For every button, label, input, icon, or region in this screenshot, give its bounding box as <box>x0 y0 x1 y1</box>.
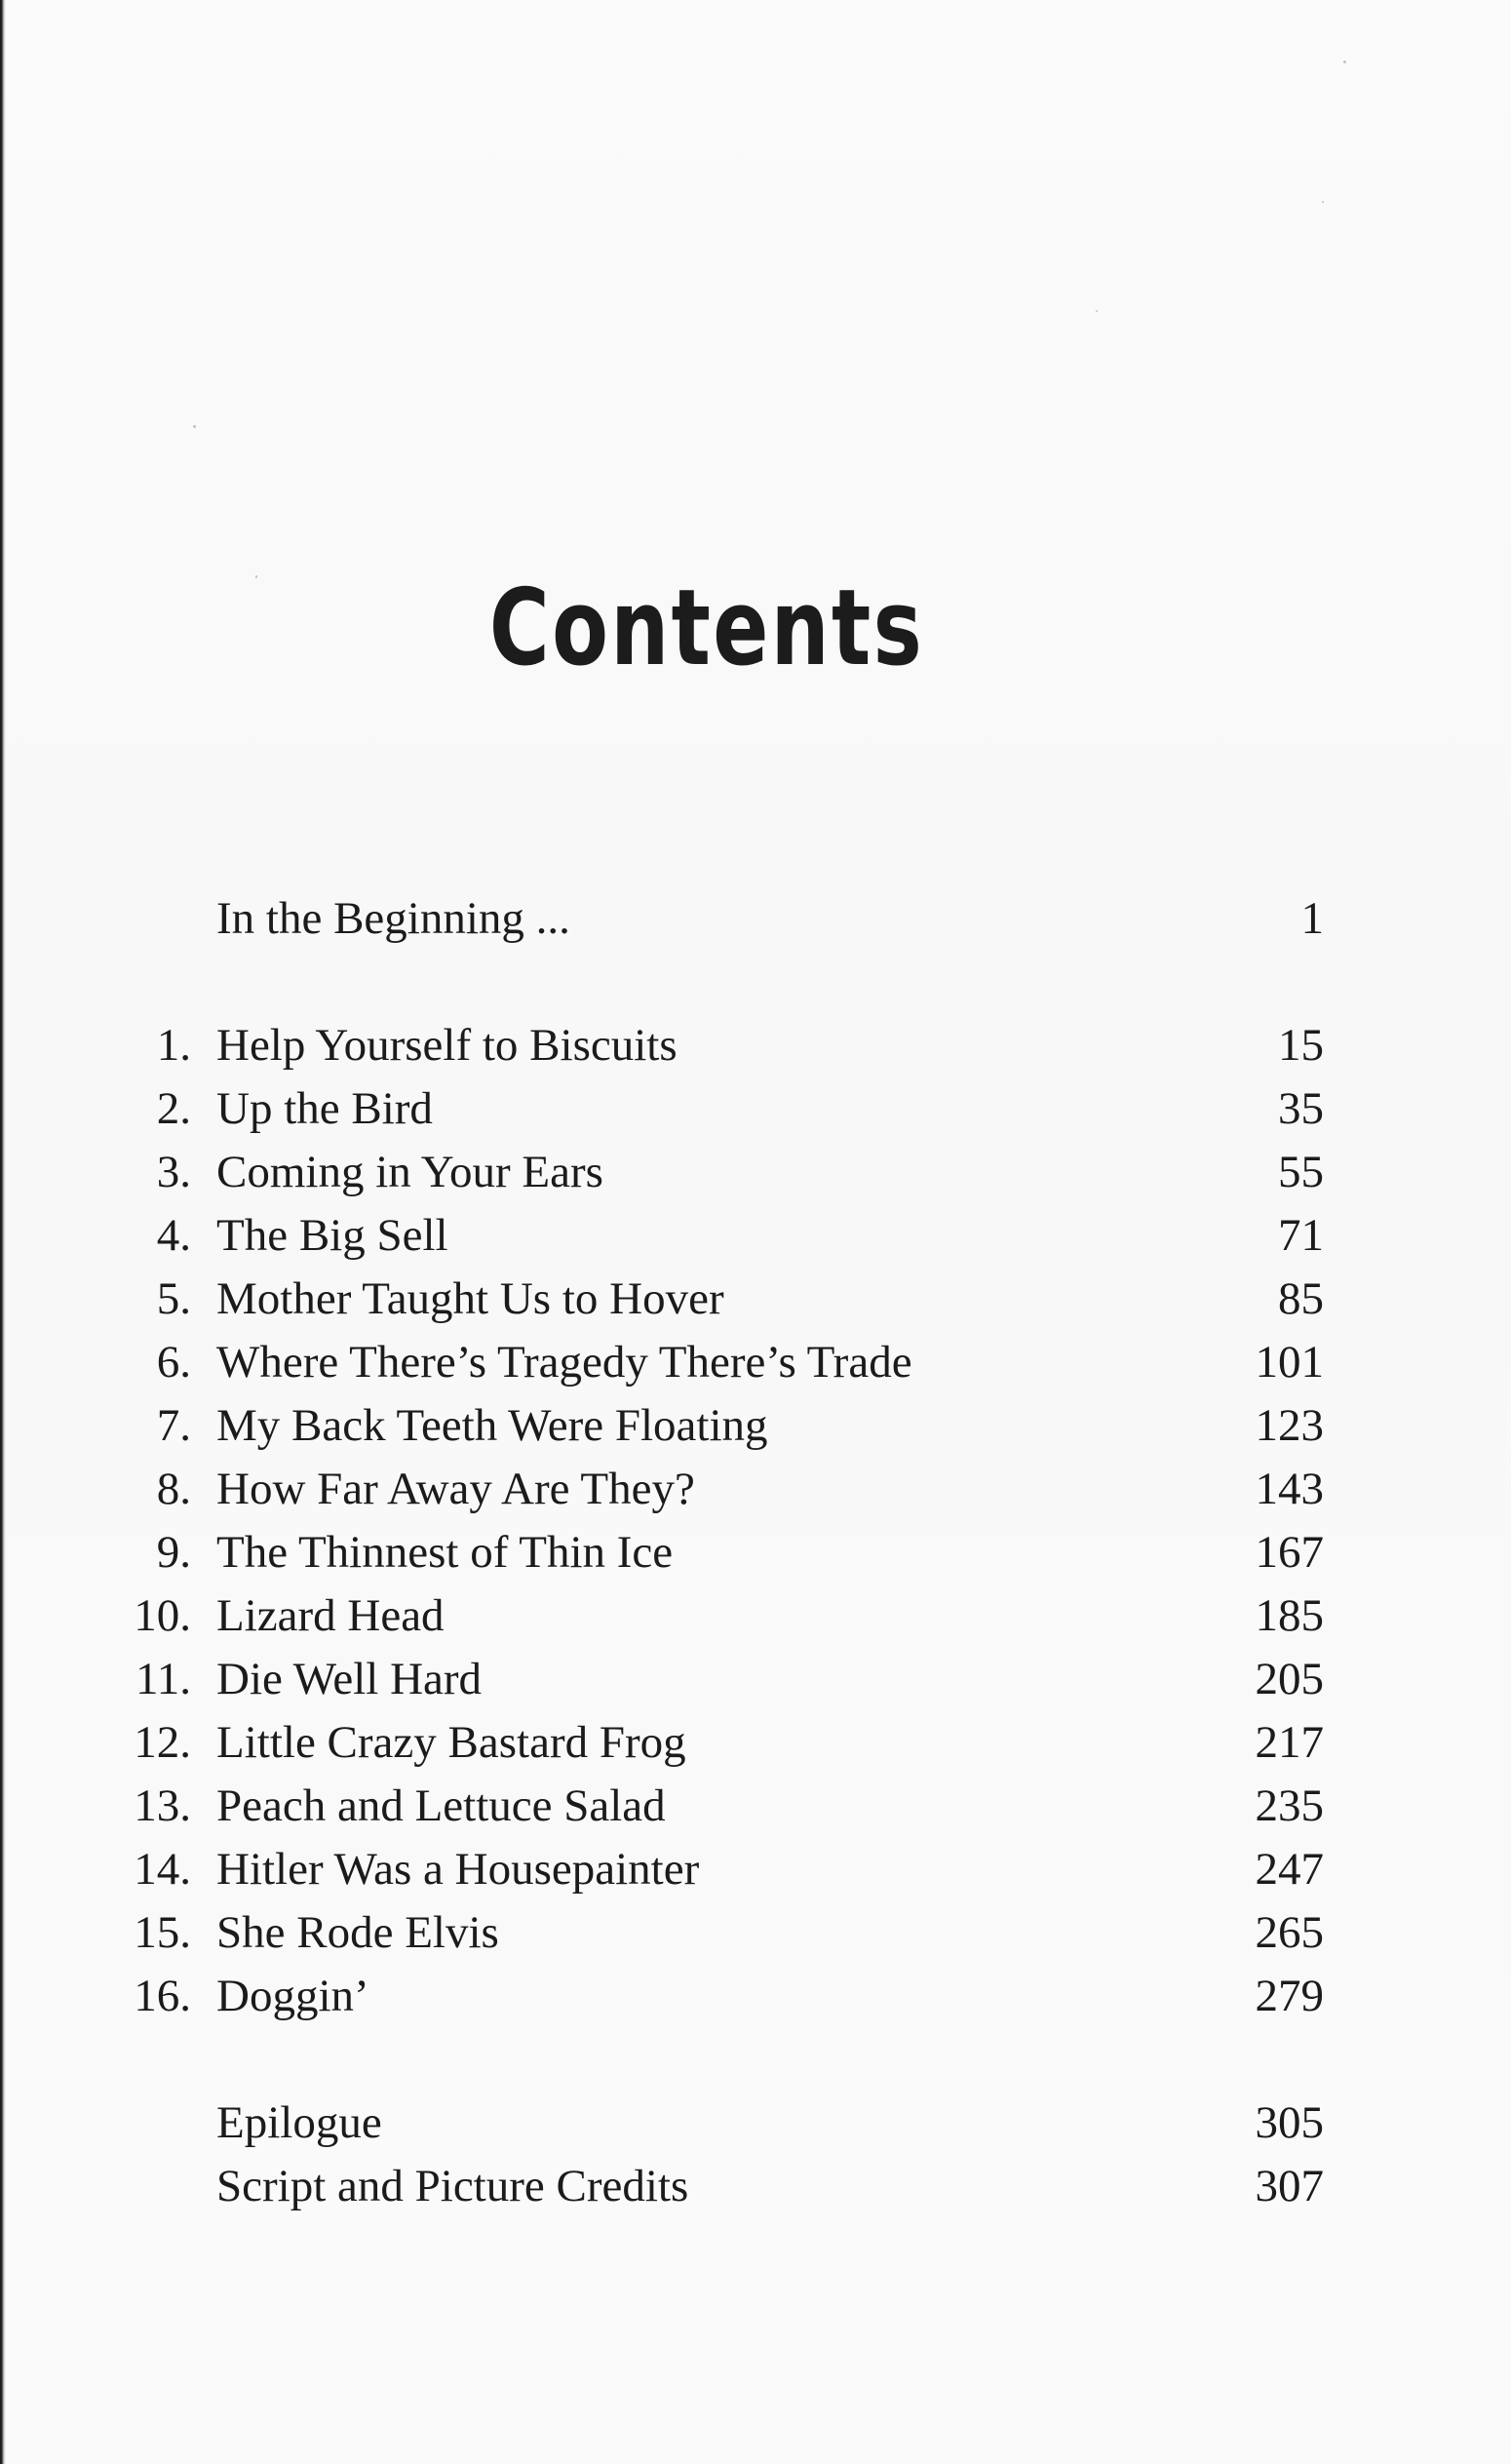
toc-entry-number: 15. <box>134 1907 191 1958</box>
toc-entry-page: 265 <box>1255 1907 1324 1958</box>
toc-entry-number: 7. <box>156 1400 191 1451</box>
toc-entry-title: Where There’s Tragedy There’s Trade <box>216 1337 912 1388</box>
toc-entry-title: In the Beginning ... <box>216 893 570 944</box>
page-title: Contents <box>488 567 925 689</box>
toc-entry-chapter <box>0 1331 1511 1393</box>
toc-entry-number: 5. <box>156 1273 191 1324</box>
toc-entry-chapter <box>0 1584 1511 1647</box>
toc-entry-number: 9. <box>156 1527 191 1578</box>
toc-entry-front-matter <box>0 887 1511 950</box>
toc-entry-chapter <box>0 1965 1511 2027</box>
scan-speck <box>193 425 196 428</box>
toc-entry-page: 167 <box>1255 1527 1324 1578</box>
toc-entry-title: Help Yourself to Biscuits <box>216 1020 678 1071</box>
toc-entry-chapter <box>0 1775 1511 1837</box>
toc-entry-back-matter <box>0 2092 1511 2154</box>
toc-entry-title: She Rode Elvis <box>216 1907 499 1958</box>
toc-entry-title: Little Crazy Bastard Frog <box>216 1717 686 1768</box>
toc-entry-back-matter <box>0 2155 1511 2217</box>
toc-entry-number: 16. <box>134 1971 191 2021</box>
toc-entry-number: 14. <box>134 1844 191 1895</box>
toc-entry-number: 11. <box>135 1654 191 1704</box>
toc-entry-number: 8. <box>156 1464 191 1514</box>
toc-entry-title: Mother Taught Us to Hover <box>216 1273 724 1324</box>
toc-entry-number: 12. <box>134 1717 191 1768</box>
toc-entry-page: 205 <box>1255 1654 1324 1704</box>
toc-entry-page: 279 <box>1255 1971 1324 2021</box>
toc-entry-page: 235 <box>1255 1780 1324 1831</box>
toc-entry-title: Peach and Lettuce Salad <box>216 1780 666 1831</box>
toc-entry-title: How Far Away Are They? <box>216 1464 695 1514</box>
toc-entry-page: 1 <box>1300 893 1324 944</box>
toc-entry-page: 217 <box>1255 1717 1324 1768</box>
toc-entry-chapter <box>0 1394 1511 1457</box>
scan-speck <box>1322 201 1324 203</box>
toc-entry-page: 85 <box>1278 1273 1324 1324</box>
toc-entry-page: 15 <box>1278 1020 1324 1071</box>
toc-entry-number: 10. <box>134 1590 191 1641</box>
toc-entry-page: 185 <box>1255 1590 1324 1641</box>
toc-entry-chapter <box>0 1141 1511 1203</box>
toc-entry-page: 307 <box>1255 2161 1324 2211</box>
toc-entry-page: 55 <box>1278 1147 1324 1197</box>
toc-entry-title: Epilogue <box>216 2097 382 2148</box>
toc-entry-chapter <box>0 1204 1511 1267</box>
toc-entry-title: Doggin’ <box>216 1971 369 2021</box>
toc-entry-number: 2. <box>156 1083 191 1134</box>
toc-entry-number: 13. <box>134 1780 191 1831</box>
toc-entry-title: Script and Picture Credits <box>216 2161 689 2211</box>
toc-entry-chapter <box>0 1711 1511 1774</box>
toc-entry-number: 3. <box>156 1147 191 1197</box>
toc-entry-number: 4. <box>156 1210 191 1261</box>
scan-speck <box>1096 310 1098 312</box>
toc-entry-chapter <box>0 1458 1511 1520</box>
toc-entry-chapter <box>0 1648 1511 1710</box>
toc-entry-title: The Thinnest of Thin Ice <box>216 1527 674 1578</box>
toc-entry-title: Up the Bird <box>216 1083 433 1134</box>
toc-entry-page: 143 <box>1255 1464 1324 1514</box>
toc-entry-title: Hitler Was a Housepainter <box>216 1844 700 1895</box>
toc-entry-page: 305 <box>1255 2097 1324 2148</box>
toc-entry-chapter <box>0 1521 1511 1584</box>
toc-entry-chapter <box>0 1268 1511 1330</box>
toc-entry-page: 247 <box>1255 1844 1324 1895</box>
toc-entry-page: 71 <box>1278 1210 1324 1261</box>
toc-entry-title: Die Well Hard <box>216 1654 483 1704</box>
toc-entry-chapter <box>0 1838 1511 1900</box>
scan-speck <box>1343 60 1346 63</box>
toc-entry-number: 1. <box>156 1020 191 1071</box>
toc-entry-chapter <box>0 1901 1511 1964</box>
toc-entry-title: Coming in Your Ears <box>216 1147 603 1197</box>
toc-entry-page: 101 <box>1255 1337 1324 1388</box>
toc-entry-title: My Back Teeth Were Floating <box>216 1400 768 1451</box>
toc-entry-number: 6. <box>156 1337 191 1388</box>
toc-entry-page: 123 <box>1255 1400 1324 1451</box>
toc-entry-chapter <box>0 1014 1511 1076</box>
toc-entry-chapter <box>0 1077 1511 1140</box>
toc-entry-page: 35 <box>1278 1083 1324 1134</box>
toc-entry-title: The Big Sell <box>216 1210 448 1261</box>
toc-entry-title: Lizard Head <box>216 1590 445 1641</box>
